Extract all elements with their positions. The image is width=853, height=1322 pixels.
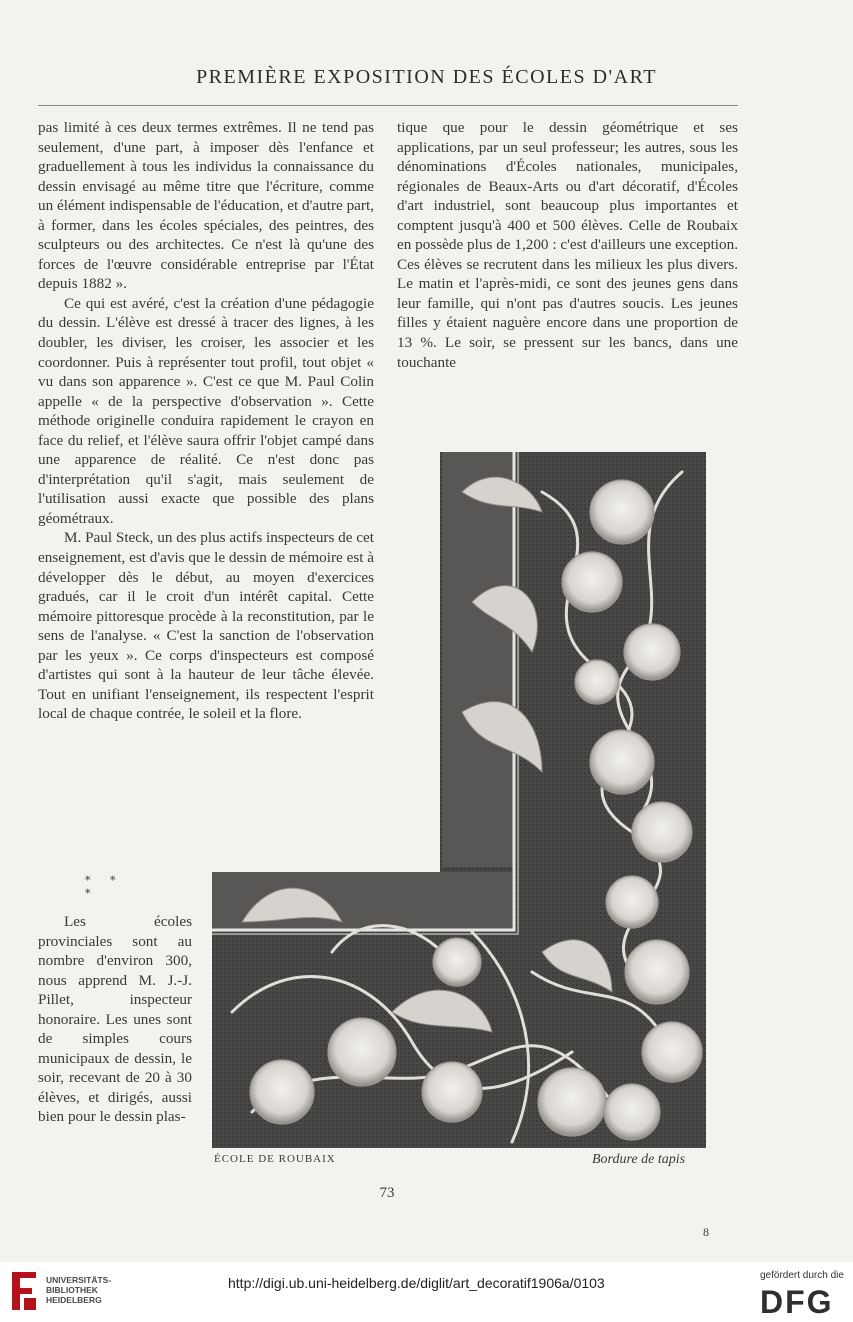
signature-mark: 8 bbox=[703, 1225, 709, 1239]
header-rule bbox=[38, 105, 738, 106]
page-number: 73 bbox=[379, 1185, 395, 1201]
dfg-logo: DFG bbox=[760, 1284, 834, 1320]
bottom-left-column bbox=[38, 912, 192, 1127]
running-head: PREMIÈRE EXPOSITION DES ÉCOLES D'ART bbox=[196, 66, 657, 88]
paragraph: Les écoles provinciales sont au nombre d'environ 300, nous apprend M. J.-J. Pillet, inspecteur honoraire. Les unes sont de simples cours municipaux de dessin, le soir, recevant de 20 à 30 élèves, et dirigés, aussi bien pour le dessin plas- bbox=[38, 913, 192, 1126]
section-break-stars: * * * bbox=[85, 874, 124, 900]
paragraph: tique que pour le dessin géométrique et ses applications, par un seul professeur; les autres, sous les dénominations d'Écoles nationales, municipales, régionales de Beaux-Arts ou d'art décoratif, d'Écoles d'art industriel, sont beaucoup plus importantes et comptent jusqu'à 400 et 500 élèves. Celle de Roubaix en possède plus de 1,200 : c'est d'ailleurs une exception. Ces élèves se recrutent dans les milieux les plus divers. Le matin et l'après-midi, ce sont des jeunes gens dans leur famille, qui n'ont pas d'autres soucis. Les jeunes filles y étaient naguère encore dans une proportion de 13 %. Le soir, se pressent sur les bancs, dans une touchante bbox=[397, 119, 738, 371]
university-library-logo-icon bbox=[8, 1268, 40, 1314]
figure-caption-title: Bordure de tapis bbox=[592, 1152, 686, 1167]
figure-caption-school: ÉCOLE DE ROUBAIX bbox=[214, 1153, 336, 1165]
carpet-border-illustration bbox=[212, 452, 706, 1148]
paragraph: pas limité à ces deux termes extrêmes. Il ne tend pas seulement, d'une part, à imposer dès l'enfance et graduellement à tous les individus la connaissance du dessin envisagé au même titre que l'écriture, comme un élément indispensable de l'éducation, et d'autre part, à former, dans les écoles spéciales, des peintres, des sculpteurs ou des architectes. Ce n'est là qu'une des forces de l'œuvre considérable entreprise par l'État depuis 1882 ». bbox=[38, 119, 374, 293]
institution-name: UNIVERSITÄTS- BIBLIOTHEK HEIDELBERG bbox=[46, 1275, 112, 1305]
right-column bbox=[397, 118, 738, 372]
paragraph: Ce qui est avéré, c'est la création d'une pédagogie du dessin. L'élève est dressé à tracer des lignes, à les doubler, les diviser, les croiser, les associer et les coordonner. Puis à représenter tout profil, tout objet « vu dans son apparence ». C'est ce que M. Paul Colin appelle « de la perspective d'observation ». Cette méthode originelle conduira rapidement le crayon en face du relief, et l'élève saura offrir l'objet campé dans une apparence de réalité. Ce n'est donc pas d'interprétation qu'il s'agit, mais seulement de l'utilisation aussi exacte que possible des plans géométraux. bbox=[38, 294, 374, 527]
paragraph: M. Paul Steck, un des plus actifs inspecteurs de cet enseignement, est d'avis que le dessin de mémoire est à développer dès le début, au moyen d'exercices gradués, car il le croit d'un intérêt capital. Cette mémoire pittoresque procède à la reconstitution, par le sens de l'analyse. « C'est la sanction de l'observation par les yeux ». Ce corps d'inspecteurs est composé d'artistes qui sont à la hauteur de leur tâche élevée. Tout en unifiant l'enseignement, ils respectent l'esprit local de chaque contrée, le soleil et la flore. bbox=[38, 529, 375, 723]
funded-by-label: gefördert durch die bbox=[760, 1270, 844, 1281]
viewer-footer bbox=[0, 1262, 853, 1322]
permalink-url[interactable]: http://digi.ub.uni-heidelberg.de/diglit/art_decoratif1906a/0103 bbox=[228, 1275, 605, 1291]
